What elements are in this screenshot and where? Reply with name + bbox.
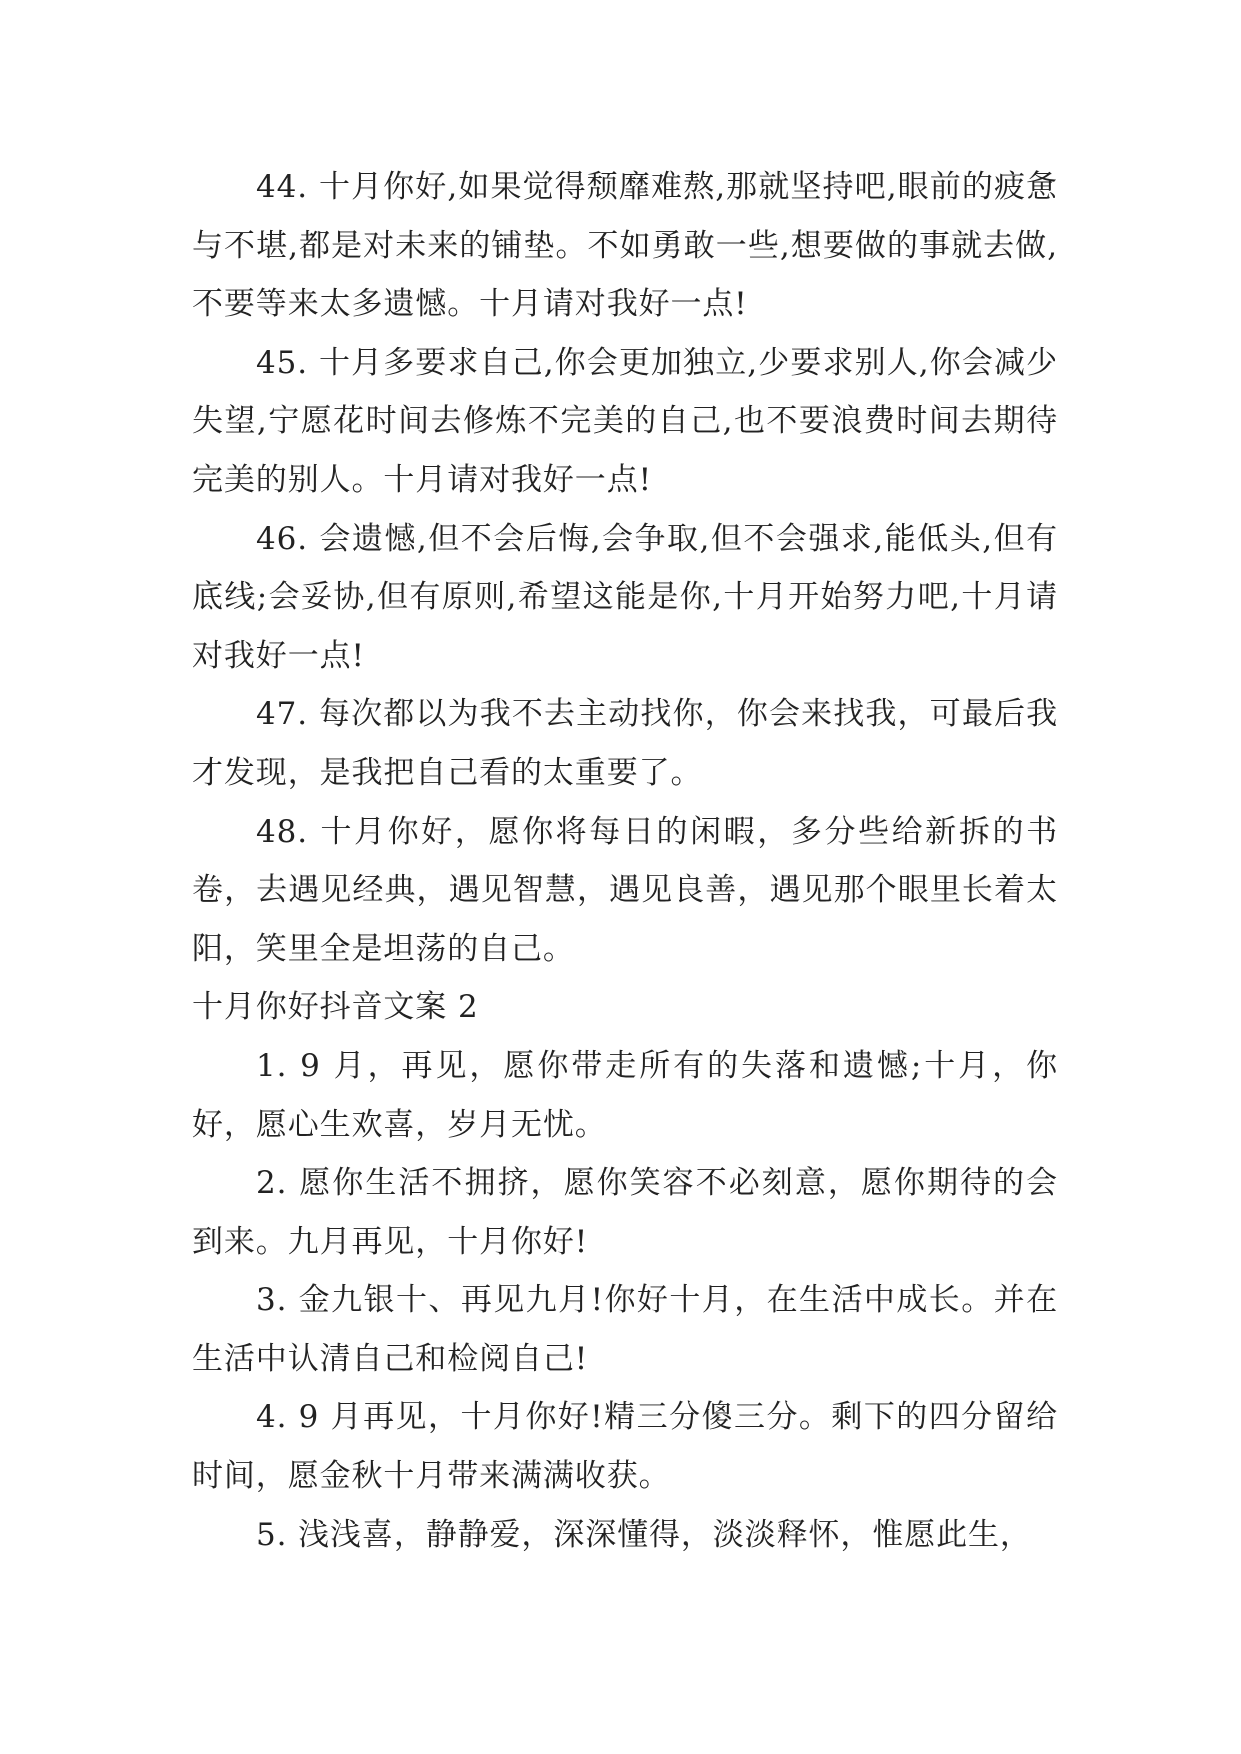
paragraph-2: 2. 愿你生活不拥挤，愿你笑容不必刻意，愿你期待的会到来。九月再见，十月你好! [192,1165,1058,1260]
paragraph-46: 46. 会遗憾,但不会后悔,会争取,但不会强求,能低头,但有底线;会妥协,但有原则,希望这能是你,十月开始努力吧,十月请对我好一点! [192,520,1058,674]
document-page [192,158,1058,1564]
paragraph-45: 45. 十月多要求自己,你会更加独立,少要求别人,你会减少失望,宁愿花时间去修炼不完美的自己,也不要浪费时间去期待完美的别人。十月请对我好一点! [192,344,1058,498]
paragraph-44: 44. 十月你好,如果觉得颓靡难熬,那就坚持吧,眼前的疲惫与不堪,都是对未来的铺垫。不如勇敢一些,想要做的事就去做,不要等来太多遗憾。十月请对我好一点! [192,169,1058,323]
paragraph-4: 4. 9 月再见，十月你好!精三分傻三分。剩下的四分留给时间，愿金秋十月带来满满收获。 [192,1399,1058,1495]
paragraph-47: 47. 每次都以为我不去主动找你，你会来找我，可最后我才发现，是我把自己看的太重要了。 [192,696,1058,791]
paragraph-48: 48. 十月你好，愿你将每日的闲暇，多分些给新拆的书卷，去遇见经典，遇见智慧，遇见良善，遇见那个眼里长着太阳，笑里全是坦荡的自己。 [192,813,1058,967]
paragraph-5: 5. 浅浅喜，静静爱，深深懂得，淡淡释怀，惟愿此生， [256,1516,1032,1553]
paragraph-1: 1. 9 月，再见，愿你带走所有的失落和遗憾;十月，你好，愿心生欢喜，岁月无忧。 [192,1047,1058,1143]
section-heading: 十月你好抖音文案 2 [192,989,479,1026]
paragraph-3: 3. 金九银十、再见九月!你好十月，在生活中成长。并在生活中认清自己和检阅自己! [192,1282,1058,1377]
